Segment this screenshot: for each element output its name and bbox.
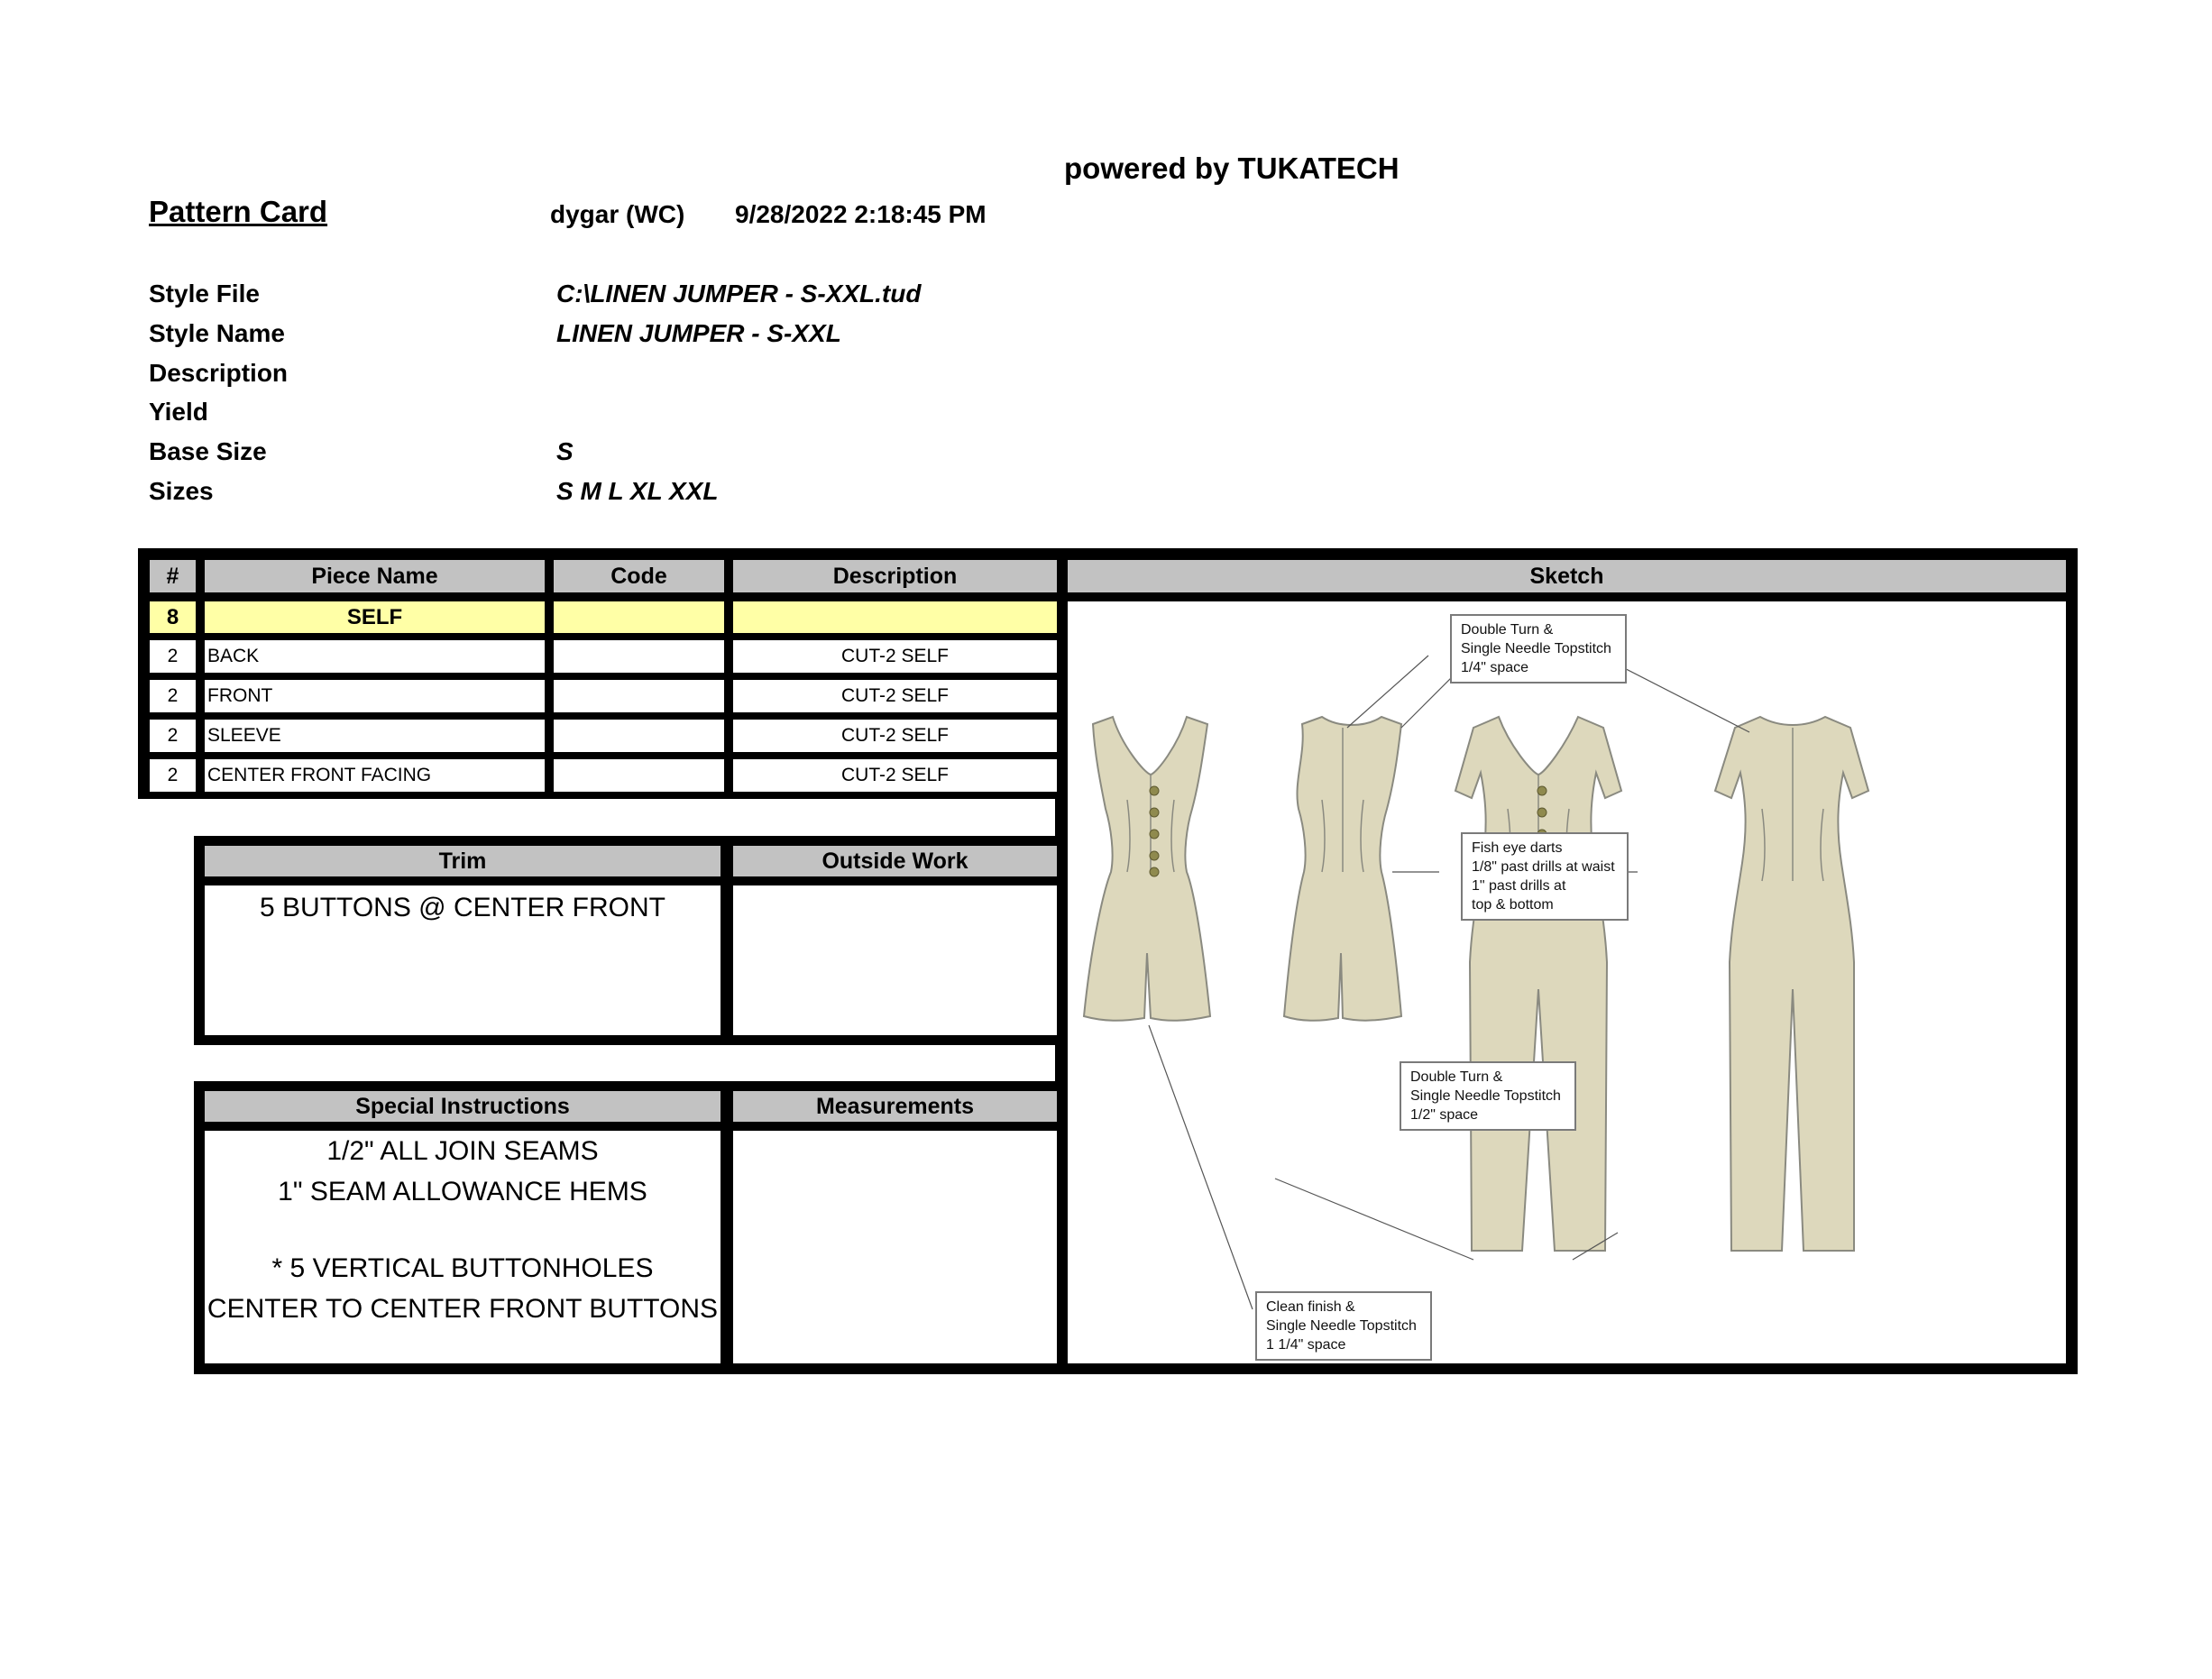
table-row-description: CUT-2 SELF (730, 638, 1060, 675)
note-line: Fish eye darts (1472, 840, 1563, 856)
trim-text: 5 BUTTONS @ CENTER FRONT (202, 883, 723, 1038)
note-line: Clean finish & (1266, 1299, 1355, 1315)
table-row-count: 2 (147, 638, 198, 675)
sketch-note (1400, 1061, 1576, 1131)
col-header-description: Description (730, 557, 1060, 595)
trim-header: Trim (202, 843, 723, 879)
instruction-line: 1/2" ALL JOIN SEAMS (326, 1136, 599, 1166)
col-header-piece-name: Piece Name (202, 557, 547, 595)
style-name-value: LINEN JUMPER - S-XXL (556, 319, 841, 347)
note-line: Double Turn & (1461, 622, 1554, 638)
datetime-label: 9/28/2022 2:18:45 PM (735, 200, 987, 228)
sizes-value: S M L XL XXL (556, 477, 719, 505)
table-row-count: 2 (147, 677, 198, 715)
note-line: Single Needle Topstitch (1410, 1088, 1561, 1104)
table-row-name: FRONT (202, 677, 547, 715)
base-size-value: S (556, 437, 574, 465)
col-header-code: Code (551, 557, 727, 595)
measurements-header: Measurements (730, 1088, 1060, 1124)
table-row-description: CUT-2 SELF (730, 717, 1060, 755)
col-header-count: # (147, 557, 198, 595)
powered-by-label: powered by TUKATECH (1064, 151, 1400, 185)
instruction-line: CENTER TO CENTER FRONT BUTTONS (207, 1294, 719, 1324)
sketch-note (1461, 832, 1629, 921)
description-label: Description (149, 359, 289, 387)
special-instructions-header: Special Instructions (202, 1088, 723, 1124)
romper-front (1084, 717, 1210, 1021)
measurements-text (730, 1128, 1060, 1366)
group-code (551, 599, 727, 636)
note-line: 1/8" past drills at waist (1472, 859, 1615, 875)
col-header-sketch: Sketch (1065, 557, 2069, 595)
sizes-label: Sizes (149, 477, 214, 505)
garment-sketch (1068, 601, 2066, 1363)
special-instructions-text (202, 1128, 723, 1366)
group-count: 8 (147, 599, 198, 636)
sketch-note (1255, 1291, 1432, 1361)
table-row-code (551, 638, 727, 675)
style-file-label: Style File (149, 280, 260, 307)
outside-work-header: Outside Work (730, 843, 1060, 879)
table-row-code (551, 717, 727, 755)
style-name-label: Style Name (149, 319, 285, 347)
note-line: Single Needle Topstitch (1461, 641, 1611, 656)
table-row-description: CUT-2 SELF (730, 677, 1060, 715)
instruction-line: * 5 VERTICAL BUTTONHOLES (271, 1253, 654, 1283)
user-label: dygar (WC) (550, 200, 685, 228)
table-row-count: 2 (147, 717, 198, 755)
table-row-name: SLEEVE (202, 717, 547, 755)
page-title: Pattern Card (149, 195, 328, 228)
sketch-note (1450, 614, 1627, 684)
table-row-code (551, 677, 727, 715)
note-line: 1" past drills at (1472, 878, 1566, 894)
table-row-count: 2 (147, 757, 198, 794)
group-name: SELF (202, 599, 547, 636)
jumpsuit-back (1715, 717, 1868, 1251)
note-line: 1/4" space (1461, 660, 1529, 675)
note-line: 1 1/4" space (1266, 1337, 1346, 1353)
table-row-code (551, 757, 727, 794)
note-line: top & bottom (1472, 897, 1554, 913)
table-row-name: CENTER FRONT FACING (202, 757, 547, 794)
note-line: Double Turn & (1410, 1069, 1503, 1085)
note-line: 1/2" space (1410, 1107, 1479, 1123)
group-description (730, 599, 1060, 636)
style-file-value: C:\LINEN JUMPER - S-XXL.tud (556, 280, 922, 307)
yield-label: Yield (149, 398, 208, 426)
base-size-label: Base Size (149, 437, 267, 465)
table-row-description: CUT-2 SELF (730, 757, 1060, 794)
instruction-line (205, 1212, 721, 1248)
outside-work-text (730, 883, 1060, 1038)
instruction-line: 1" SEAM ALLOWANCE HEMS (278, 1177, 647, 1206)
table-row-name: BACK (202, 638, 547, 675)
sketch-area (1065, 599, 2069, 1366)
note-line: Single Needle Topstitch (1266, 1318, 1417, 1334)
